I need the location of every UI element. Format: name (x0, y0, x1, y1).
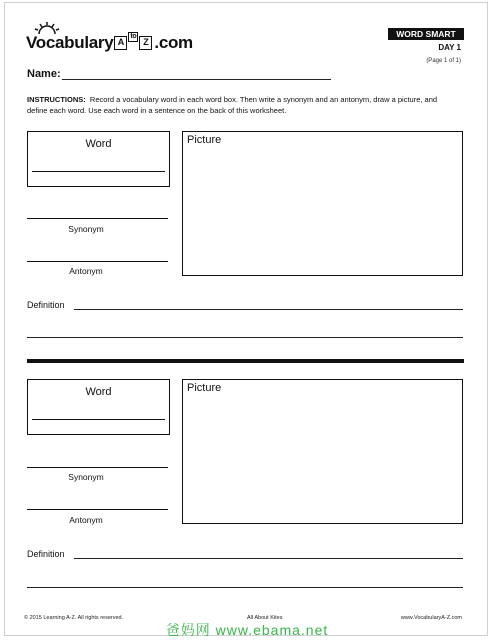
watermark: 爸妈网 www.ebama.net (165, 622, 329, 638)
word-write-line[interactable] (32, 171, 165, 172)
antonym-label: Antonym (69, 515, 103, 525)
word-label: Word (85, 138, 112, 150)
instructions-text: Record a vocabulary word in each word box. Then write a synonym and an antonym, draw a picture, and define each word. Use each word in a sentence on the back of this worksheet. (27, 95, 438, 115)
definition-line-2a[interactable] (74, 558, 463, 559)
instructions (27, 94, 447, 116)
synonym-label: Synonym (68, 224, 104, 234)
letter-blocks-icon (114, 33, 153, 50)
logo-text-left: Vocabulary (26, 33, 114, 52)
vocabulary-az-logo (26, 33, 193, 53)
word-label: Word (85, 386, 112, 398)
logo-block-to: to (130, 33, 137, 40)
word-smart-badge: WORD SMART (388, 28, 464, 40)
antonym-line-1[interactable] (27, 261, 168, 262)
name-label: Name: (27, 68, 61, 80)
synonym-line-1[interactable] (27, 218, 168, 219)
footer-website: www.VocabularyA-Z.com (400, 615, 462, 621)
definition-label: Definition (27, 300, 65, 310)
footer-title: All About Kites (247, 615, 283, 621)
logo-block-a: A (114, 36, 127, 50)
picture-label: Picture (187, 134, 222, 146)
page-number: (Page 1 of 1) (426, 58, 461, 64)
synonym-label: Synonym (68, 472, 104, 482)
section-divider (27, 359, 464, 363)
logo-block-z: Z (139, 36, 152, 50)
antonym-line-2[interactable] (27, 509, 168, 510)
synonym-line-2[interactable] (27, 467, 168, 468)
sunburst-icon (32, 21, 62, 35)
definition-label: Definition (27, 549, 65, 559)
definition-line-1b[interactable] (27, 337, 463, 338)
name-field[interactable] (62, 79, 331, 80)
instructions-label: INSTRUCTIONS: (27, 95, 86, 104)
definition-line-2b[interactable] (27, 587, 463, 588)
footer-copyright: © 2015 Learning A-Z. All rights reserved. (24, 615, 124, 621)
word-write-line[interactable] (32, 419, 165, 420)
picture-label: Picture (187, 382, 222, 394)
word-box-1[interactable] (27, 131, 170, 187)
definition-line-1a[interactable] (74, 309, 463, 310)
logo-text-right: .com (154, 33, 193, 52)
picture-box-2[interactable] (182, 379, 463, 524)
word-box-2[interactable] (27, 379, 170, 435)
day-label: DAY 1 (438, 43, 461, 52)
antonym-label: Antonym (69, 266, 103, 276)
picture-box-1[interactable] (182, 131, 463, 276)
